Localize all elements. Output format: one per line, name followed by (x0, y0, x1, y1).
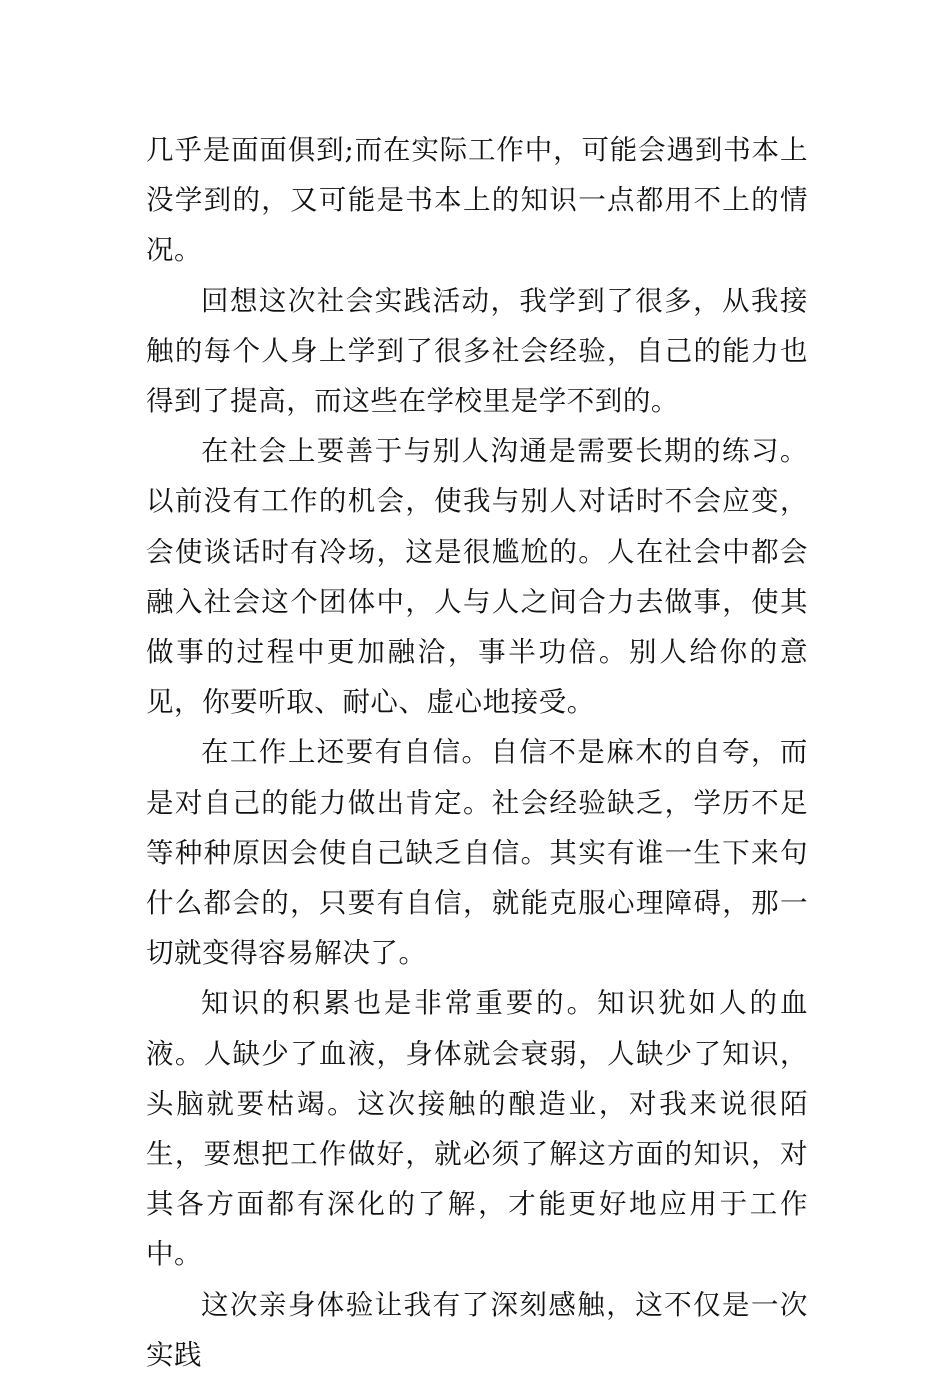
paragraph-2: 回想这次社会实践活动，我学到了很多，从我接触的每个人身上学到了很多社会经验，自己的能力也得到了提高，而这些在学校里是学不到的。 (146, 284, 808, 418)
document-body (146, 125, 808, 1380)
paragraph-4: 在工作上还要有自信。自信不是麻木的自夸，而是对自己的能力做出肯定。社会经验缺乏，学历不足等种种原因会使自己缺乏自信。其实有谁一生下来句什么都会的，只要有自信，就能克服心理障碍，那一切就变得容易解决了。 (146, 736, 808, 970)
paragraph-5: 知识的积累也是非常重要的。知识犹如人的血液。人缺少了血液，身体就会衰弱，人缺少了知识，头脑就要枯竭。这次接触的酿造业，对我来说很陌生，要想把工作做好，就必须了解这方面的知识，对其各方面都有深化的了解，才能更好地应用于工作中。 (146, 987, 808, 1271)
paragraph-6: 这次亲身体验让我有了深刻感触，这不仅是一次实践 (146, 1288, 808, 1371)
paragraph-1: 几乎是面面俱到;而在实际工作中，可能会遇到书本上没学到的，又可能是书本上的知识一点都用不上的情况。 (146, 134, 808, 267)
paragraph-3: 在社会上要善于与别人沟通是需要长期的练习。以前没有工作的机会，使我与别人对话时不会应变，会使谈话时有冷场，这是很尴尬的。人在社会中都会融入社会这个团体中，人与人之间合力去做事，使其做事的过程中更加融洽，事半功倍。别人给你的意见，你要听取、耐心、虚心地接受。 (146, 435, 808, 719)
